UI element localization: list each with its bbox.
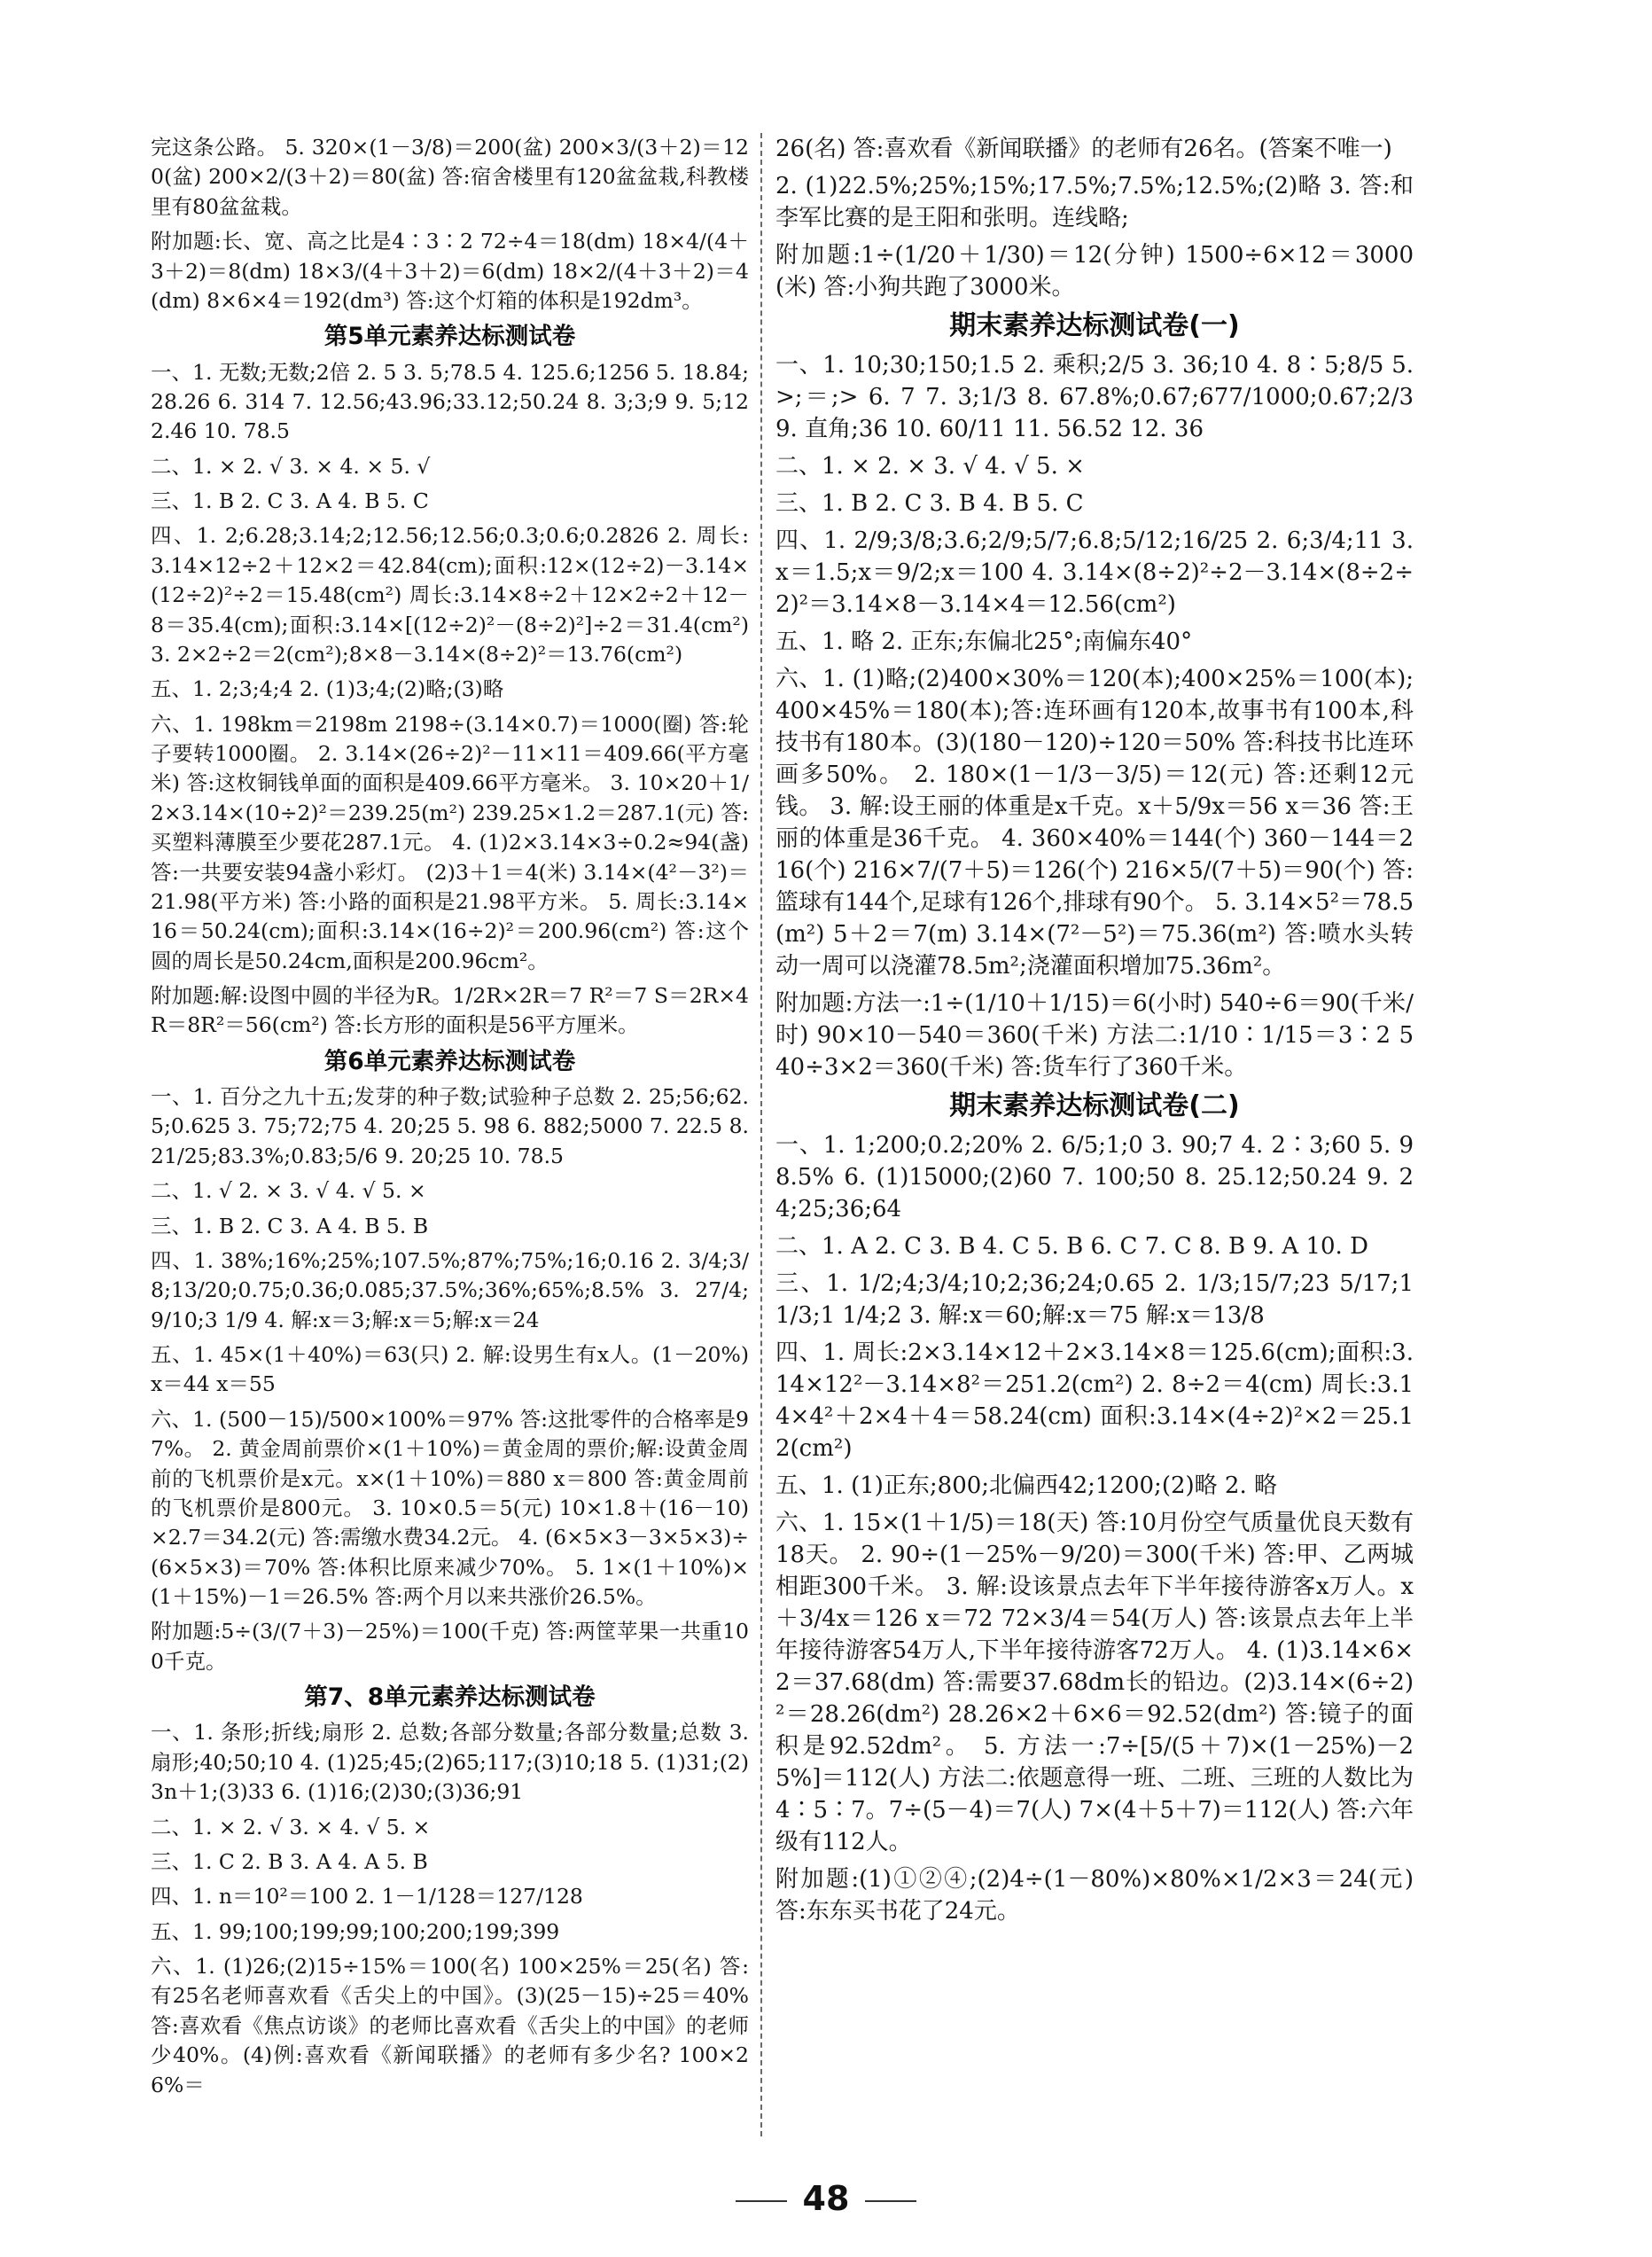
answer-paragraph: 四、1. 周长:2×3.14×12＋2×3.14×8＝125.6(cm);面积:3.14×12²－3.14×8²＝251.2(cm²) 2. 8÷2＝4(cm) 周长:3.14×4²＋2×4＋4＝58.24(cm) 面积:3.14×(4÷2)²×2＝25.12(cm²)	[775, 1339, 1414, 1462]
answer-paragraph: 二、1. A 2. C 3. B 4. C 5. B 6. C 7. C 8. B 9. A 10. D	[775, 1233, 1368, 1260]
answer-paragraph: 四、1. 2/9;3/8;3.6;2/9;5/7;6.8;5/12;16/25 2. 6;3/4;11 3. x＝1.5;x＝9/2;x＝100 4. 3.14×(8÷2)²÷2－3.14×(8÷2÷2)²＝3.14×8－3.14×4＝12.56(cm²)	[775, 527, 1414, 618]
page-number-dash-right	[865, 2200, 916, 2202]
answer-paragraph: 一、1. 百分之九十五;发芽的种子数;试验种子总数 2. 25;56;62.5;0.625 3. 75;72;75 4. 20;25 5. 98 6. 882;5000 7. 22.5 8. 21/25;83.3%;0.83̇;5/6 9. 20;25 10. 78.5	[151, 1084, 749, 1168]
answer-paragraph: 三、1. C 2. B 3. A 4. A 5. B	[151, 1848, 428, 1874]
right-column	[775, 133, 1414, 1933]
answer-paragraph: 六、1. 198km＝2198m 2198÷(3.14×0.7)＝1000(圈) 答:轮子要转1000圈。 2. 3.14×(26÷2)²－11×11＝409.66(平方毫米) 答:这枚铜钱单面的面积是409.66平方毫米。 3. 10×20＋1/2×3.14×(10÷2)²＝239.25(m²) 239.25×1.2＝287.1(元) 答:买塑料薄膜至少要花287.1元。 4. (1)2×3.14×3÷0.2≈94(盏) 答:一共要安装94盏小彩灯。 (2)3＋1＝4(米) 3.14×(4²－3²)＝21.98(平方米) 答:小路的面积是21.98平方米。 5. 周长:3.14×16＝50.24(cm);面积:3.14×(16÷2)²＝200.96(cm²) 答:这个圆的周长是50.24cm,面积是200.96cm²。	[151, 711, 749, 973]
section-heading: 期末素养达标测试卷(一)	[949, 310, 1240, 341]
answer-paragraph: 26(名) 答:喜欢看《新闻联播》的老师有26名。(答案不唯一)	[775, 136, 1392, 162]
answer-paragraph: 一、1. 条形;折线;扇形 2. 总数;各部分数量;各部分数量;总数 3. 扇形;40;50;10 4. (1)25;45;(2)65;117;(3)10;18 5. (1)31;(2)3n＋1;(3)33 6. (1)16;(2)30;(3)36;91	[151, 1720, 749, 1805]
left-column	[151, 133, 749, 2105]
answer-paragraph: 五、1. (1)正东;800;北偏西42;1200;(2)略 2. 略	[775, 1472, 1277, 1499]
section-heading: 第6单元素养达标测试卷	[323, 1047, 576, 1075]
answer-paragraph: 五、1. 45×(1＋40%)＝63(只) 2. 解:设男生有x人。(1－20%)x＝44 x＝55	[151, 1342, 749, 1397]
answer-paragraph: 二、1. √ 2. × 3. √ 4. √ 5. ×	[151, 1178, 426, 1204]
column-divider	[760, 133, 762, 2136]
answer-paragraph: 附加题:5÷(3/(7＋3)－25%)＝100(千克) 答:两筐苹果一共重100千克。	[151, 1619, 749, 1674]
answer-paragraph: 六、1. (1)26;(2)15÷15%＝100(名) 100×25%＝25(名) 答:有25名老师喜欢看《舌尖上的中国》。(3)(25－15)÷25＝40% 答:喜欢看《焦点访谈》的老师比喜欢看《舌尖上的中国》的老师少40%。(4)例:喜欢看《新闻联播》的老师有多少名? 100×26%＝	[151, 1954, 749, 2097]
answer-paragraph: 二、1. × 2. √ 3. × 4. × 5. √	[151, 453, 431, 479]
answer-paragraph: 附加题:解:设图中圆的半径为R。1/2R×2R＝7 R²＝7 S＝2R×4R＝8R²＝56(cm²) 答:长方形的面积是56平方厘米。	[151, 983, 749, 1038]
answer-paragraph: 三、1. B 2. C 3. B 4. B 5. C	[775, 490, 1084, 517]
answer-paragraph: 三、1. B 2. C 3. A 4. B 5. B	[151, 1213, 429, 1238]
answer-paragraph: 附加题:1÷(1/20＋1/30)＝12(分钟) 1500÷6×12＝3000(米) 答:小狗共跑了3000米。	[775, 242, 1414, 301]
answer-paragraph: 一、1. 1;200;0.2;20% 2. 6/5;1;0 3. 90;7 4. 2∶3;60 5. 98.5% 6. (1)15000;(2)60 7. 100;50 8. 25.12;50.24 9. 24;25;36;64	[775, 1132, 1414, 1222]
page-number-dash-left	[736, 2200, 787, 2202]
answer-paragraph: 一、1. 无数;无数;2倍 2. 5 3. 5;78.5 4. 125.6;1256 5. 18.84;28.26 6. 314 7. 12.56;43.96;33.12;50.24 8. 3;3;9 9. 5;122.46 10. 78.5	[151, 359, 749, 444]
answer-paragraph: 四、1. n＝10²＝100 2. 1－1/128＝127/128	[151, 1884, 583, 1909]
answer-paragraph: 附加题:长、宽、高之比是4∶3∶2 72÷4＝18(dm) 18×4/(4＋3＋2)＝8(dm) 18×3/(4＋3＋2)＝6(dm) 18×2/(4＋3＋2)＝4(dm) 8×6×4＝192(dm³) 答:这个灯箱的体积是192dm³。	[151, 229, 749, 313]
answer-paragraph: 四、1. 2;6.28;3.14;2;12.56;12.56;0.3;0.6;0.2826 2. 周长:3.14×12÷2＋12×2＝42.84(cm);面积:12×(12÷2)－3.14×(12÷2)²÷2＝15.48(cm²) 周长:3.14×8÷2＋12×2÷2＋12－8＝35.4(cm);面积:3.14×[(12÷2)²－(8÷2)²]÷2＝31.4(cm²) 3. 2×2÷2＝2(cm²);8×8－3.14×(8÷2)²＝13.76(cm²)	[151, 523, 749, 667]
answer-paragraph: 五、1. 99;100;199;99;100;200;199;399	[151, 1918, 560, 1944]
section-heading: 期末素养达标测试卷(二)	[949, 1090, 1240, 1121]
answer-paragraph: 2. (1)22.5%;25%;15%;17.5%;7.5%;12.5%;(2)略 3. 答:和李军比赛的是王阳和张明。连线略;	[775, 173, 1414, 231]
answer-paragraph: 四、1. 38%;16%;25%;107.5%;87%;75%;16;0.16 2. 3/4;3/8;13/20;0.75;0.36;0.085;37.5%;36%;65%;8.5% 3. 27/4;9/10;3 1/9 4. 解:x＝3;解:x＝5;解:x＝24	[151, 1247, 749, 1332]
answer-paragraph: 六、1. (500－15)/500×100%＝97% 答:这批零件的合格率是97%。 2. 黄金周前票价×(1＋10%)＝黄金周的票价;解:设黄金周前的飞机票价是x元。x×(1＋10%)＝880 x＝800 答:黄金周前的飞机票价是800元。 3. 10×0.5＝5(元) 10×1.8＋(16－10)×2.7＝34.2(元) 答:需缴水费34.2元。 4. (6×5×3－3×5×3)÷(6×5×3)＝70% 答:体积比原来减少70%。 5. 1×(1＋10%)×(1＋15%)－1＝26.5% 答:两个月以来共涨价26.5%。	[151, 1406, 749, 1609]
answer-paragraph: 五、1. 2;3;4;4 2. (1)3;4;(2)略;(3)略	[151, 676, 504, 702]
section-heading: 第7、8单元素养达标测试卷	[304, 1683, 596, 1712]
answer-paragraph: 完这条公路。 5. 320×(1－3/8)＝200(盆) 200×3/(3＋2)＝120(盆) 200×2/(3＋2)＝80(盆) 答:宿舍楼里有120盆盆栽,科教楼里有80盆盆栽。	[151, 135, 749, 219]
answer-paragraph: 三、1. 1/2;4;3/4;10;2;36;24;0.65 2. 1/3;15/7;23 5/17;1 1/3;1 1/4;2 3. 解:x＝60;解:x＝75 解:x＝13/8	[775, 1270, 1414, 1329]
answer-paragraph: 附加题:(1)①②④;(2)4÷(1－80%)×80%×1/2×3＝24(元) 答:东东买书花了24元。	[775, 1866, 1414, 1925]
page-number	[0, 2179, 1652, 2218]
answer-paragraph: 附加题:方法一:1÷(1/10＋1/15)＝6(小时) 540÷6＝90(千米/时) 90×10－540＝360(千米) 方法二:1/10∶1/15＝3∶2 540÷3×2＝360(千米) 答:货车行了360千米。	[775, 990, 1414, 1081]
answer-paragraph: 三、1. B 2. C 3. A 4. B 5. C	[151, 488, 429, 513]
answer-paragraph: 一、1. 10;30;150;1.5 2. 乘积;2/5 3. 36;10 4. 8∶5;8/5 5. >;＝;> 6. 7 7. 3;1/3 8. 67.8%;0.67̇;677/1000;0.6̇7̇;2/3 9. 直角;36 10. 60/11 11. 56.52 12. 36	[775, 352, 1414, 442]
section-heading: 第5单元素养达标测试卷	[323, 323, 576, 351]
answer-paragraph: 五、1. 略 2. 正东;东偏北25°;南偏东40°	[775, 629, 1193, 655]
answer-paragraph: 二、1. × 2. × 3. √ 4. √ 5. ×	[775, 453, 1085, 480]
answer-paragraph: 六、1. 15×(1＋1/5)＝18(天) 答:10月份空气质量优良天数有18天。 2. 90÷(1－25%－9/20)＝300(千米) 答:甲、乙两城相距300千米。 3. 解:设该景点去年下半年接待游客x万人。x＋3/4x＝126 x＝72 72×3/4＝54(万人) 答:该景点去年上半年接待游客54万人,下半年接待游客72万人。 4. (1)3.14×6×2＝37.68(dm) 答:需要37.68dm长的铅边。(2)3.14×(6÷2)²＝28.26(dm²) 28.26×2＋6×6＝92.52(dm²) 答:镜子的面积是92.52dm²。 5. 方法一:7÷[5/(5＋7)×(1－25%)－25%]＝112(人) 方法二:依题意得一班、二班、三班的人数比为4∶5∶7。7÷(5－4)＝7(人) 7×(4＋5＋7)＝112(人) 答:六年级有112人。	[775, 1510, 1414, 1855]
answer-paragraph: 二、1. × 2. √ 3. × 4. √ 5. ×	[151, 1814, 431, 1839]
page-number-text: 48	[802, 2179, 850, 2218]
answer-paragraph: 六、1. (1)略;(2)400×30%＝120(本);400×25%＝100(本);400×45%＝180(本);答:连环画有120本,故事书有100本,科技书有180本。(3)(180－120)÷120＝50% 答:科技书比连环画多50%。 2. 180×(1－1/3－3/5)＝12(元) 答:还剩12元钱。 3. 解:设王丽的体重是x千克。x＋5/9x＝56 x＝36 答:王丽的体重是36千克。 4. 360×40%＝144(个) 360－144＝216(个) 216×7/(7＋5)＝126(个) 216×5/(7＋5)＝90(个) 答:篮球有144个,足球有126个,排球有90个。 5. 3.14×5²＝78.5(m²) 5＋2＝7(m) 3.14×(7²－5²)＝75.36(m²) 答:喷水头转动一周可以浇灌78.5m²;浇灌面积增加75.36m²。	[775, 666, 1414, 980]
